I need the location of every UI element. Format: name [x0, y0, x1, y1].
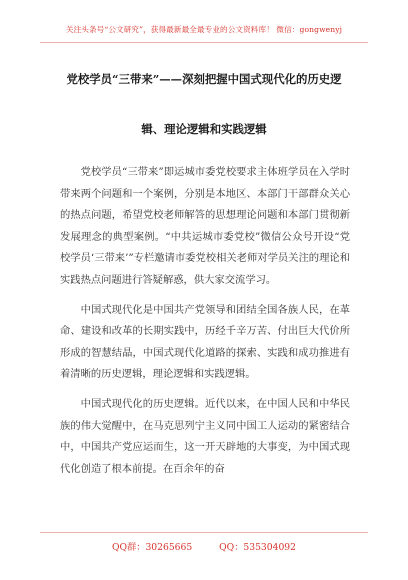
footer-contact — [0, 539, 408, 553]
body-paragraph-1: 党校学员“三带来”即运城市委党校要求主体班学员在入学时带来两个问题和一个案例，分别是本地区、本部门干部群众关心的热点问题，希望党校老师解答的思想理论问题和本部门贯彻新发展理念的典型案例。“中共运城市委党校”微信公众号开设“党校学员‘三带来’”专栏邀请市委党校相关老师对学员关注的理论和实践热点问题进行答疑解惑，供大家交流学习。 — [60, 166, 350, 286]
footer-qq: QQ：535304092 — [219, 542, 296, 553]
header-divider — [40, 42, 368, 43]
body-paragraph-3: 中国式现代化的历史逻辑。近代以来，在中国人民和中华民族的伟大觉醒中，在马克思列宁主义同中国工人运动的紧密结合中，中国共产党应运而生，这一开天辟地的大事变，为中国式现代化创造了根本前提。在百余年的奋 — [60, 397, 350, 475]
body-paragraph-2: 中国式现代化是中国共产党领导和团结全国各族人民，在革命、建设和改革的长期实践中，历经千辛万苦、付出巨大代价所形成的智慧结晶，中国式现代化道路的探索、实践和成功推进有着清晰的历史逻辑，理论逻辑和实践逻辑。 — [60, 303, 350, 381]
footer-divider — [40, 532, 368, 533]
document-title-line-1: 党校学员“三带来”——深刻把握中国式现代化的历史逻 — [66, 72, 342, 86]
header-promo-text: 关注头条号“公文研究”，获得最新最全最专业的公文资料库！ 微信：gongwenyj — [65, 25, 343, 34]
document-title-line-2: 辑、理论逻辑和实践逻辑 — [141, 122, 267, 136]
document-body — [60, 162, 350, 488]
footer-qq-group: QQ群：30265665 — [112, 542, 193, 553]
